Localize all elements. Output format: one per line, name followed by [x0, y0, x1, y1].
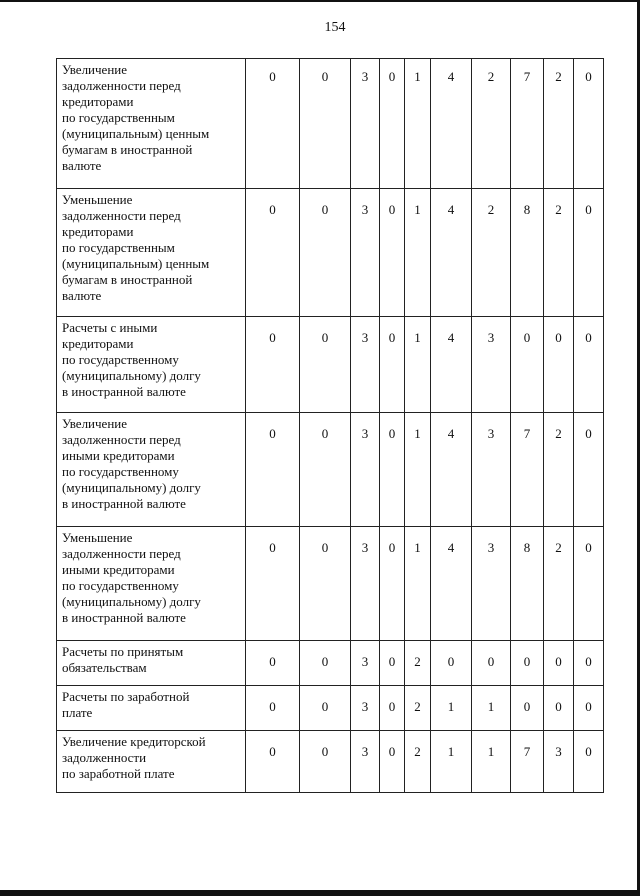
code-digit-cell: 1: [405, 59, 431, 189]
code-digit-cell: 0: [300, 189, 351, 317]
code-digit-cell: 0: [511, 317, 544, 413]
code-digit-cell: 0: [574, 413, 604, 527]
row-label-line: в иностранной валюте: [62, 610, 186, 625]
row-label-line: по государственным: [62, 110, 175, 125]
row-label-line: задолженности перед: [62, 208, 181, 223]
code-digit-cell: 1: [405, 189, 431, 317]
code-digit-cell: 0: [246, 731, 300, 793]
code-digit-cell: 2: [544, 413, 574, 527]
code-digit-cell: 0: [511, 686, 544, 731]
code-digit-cell: 7: [511, 731, 544, 793]
code-digit-cell: 2: [472, 59, 511, 189]
code-digit-cell: 3: [351, 189, 380, 317]
row-label-line: по заработной плате: [62, 766, 175, 781]
row-label-line: Расчеты по принятым: [62, 644, 184, 659]
scan-edge-bottom: [0, 890, 640, 896]
code-digit-cell: 0: [246, 641, 300, 686]
table-row: [57, 189, 604, 317]
row-label-line: валюте: [62, 288, 102, 303]
code-digit-cell: 3: [351, 59, 380, 189]
code-digit-cell: 2: [405, 731, 431, 793]
table-row: [57, 641, 604, 686]
code-digit-cell: 0: [300, 59, 351, 189]
row-label-line: по государственному: [62, 578, 179, 593]
code-digit-cell: 2: [544, 527, 574, 641]
code-digit-cell: 2: [405, 641, 431, 686]
row-label: [57, 641, 246, 686]
code-digit-cell: 0: [574, 641, 604, 686]
code-digit-cell: 4: [431, 527, 472, 641]
code-digit-cell: 4: [431, 413, 472, 527]
row-label: [57, 527, 246, 641]
row-label-line: в иностранной валюте: [62, 384, 186, 399]
code-digit-cell: 0: [380, 413, 405, 527]
row-label-line: задолженности перед: [62, 546, 181, 561]
code-digit-cell: 0: [544, 317, 574, 413]
code-digit-cell: 3: [351, 317, 380, 413]
code-digit-cell: 3: [472, 527, 511, 641]
code-digit-cell: 7: [511, 59, 544, 189]
code-digit-cell: 0: [380, 641, 405, 686]
code-digit-cell: 0: [574, 731, 604, 793]
code-digit-cell: 3: [472, 413, 511, 527]
table-row: [57, 317, 604, 413]
code-digit-cell: 0: [300, 641, 351, 686]
code-digit-cell: 4: [431, 189, 472, 317]
row-label-line: Уменьшение: [62, 192, 133, 207]
code-digit-cell: 1: [472, 731, 511, 793]
code-digit-cell: 0: [574, 189, 604, 317]
row-label-line: обязательствам: [62, 660, 147, 675]
code-digit-cell: 4: [431, 317, 472, 413]
row-label-line: задолженности: [62, 750, 147, 765]
code-digit-cell: 0: [300, 686, 351, 731]
row-label-line: кредиторами: [62, 94, 134, 109]
code-digit-cell: 0: [300, 317, 351, 413]
code-digit-cell: 0: [246, 189, 300, 317]
code-digit-cell: 0: [246, 527, 300, 641]
code-digit-cell: 0: [574, 527, 604, 641]
code-digit-cell: 3: [351, 527, 380, 641]
code-digit-cell: 0: [246, 59, 300, 189]
row-label-line: по государственным: [62, 240, 175, 255]
row-label-line: (муниципальным) ценным: [62, 256, 210, 271]
row-label-line: кредиторами: [62, 336, 134, 351]
row-label-line: валюте: [62, 158, 102, 173]
code-digit-cell: 1: [405, 413, 431, 527]
row-label-line: (муниципальному) долгу: [62, 594, 201, 609]
row-label-line: (муниципальным) ценным: [62, 126, 210, 141]
table-body: [57, 59, 604, 793]
code-digit-cell: 0: [574, 59, 604, 189]
row-label: [57, 317, 246, 413]
row-label-line: иными кредиторами: [62, 562, 175, 577]
code-digit-cell: 0: [511, 641, 544, 686]
code-digit-cell: 4: [431, 59, 472, 189]
code-digit-cell: 0: [300, 527, 351, 641]
code-digit-cell: 3: [351, 641, 380, 686]
row-label-line: в иностранной валюте: [62, 496, 186, 511]
row-label-line: бумагам в иностранной: [62, 272, 193, 287]
row-label-line: Увеличение кредиторской: [62, 734, 206, 749]
row-label-line: бумагам в иностранной: [62, 142, 193, 157]
code-digit-cell: 0: [574, 317, 604, 413]
table-row: [57, 413, 604, 527]
code-digit-cell: 0: [380, 317, 405, 413]
table-row: [57, 527, 604, 641]
account-code-table: [56, 58, 604, 793]
code-digit-cell: 0: [300, 731, 351, 793]
code-digit-cell: 1: [405, 317, 431, 413]
row-label-line: Расчеты с иными: [62, 320, 158, 335]
row-label: [57, 686, 246, 731]
page-number: 154: [324, 20, 346, 35]
code-digit-cell: 2: [544, 59, 574, 189]
row-label-line: по государственному: [62, 464, 179, 479]
row-label: [57, 731, 246, 793]
code-digit-cell: 0: [544, 686, 574, 731]
code-digit-cell: 0: [544, 641, 574, 686]
code-digit-cell: 3: [351, 413, 380, 527]
row-label-line: Уменьшение: [62, 530, 133, 545]
row-label-line: Расчеты по заработной: [62, 689, 190, 704]
code-digit-cell: 3: [351, 731, 380, 793]
table-row: [57, 59, 604, 189]
row-label-line: задолженности перед: [62, 432, 181, 447]
row-label-line: задолженности перед: [62, 78, 181, 93]
code-digit-cell: 2: [472, 189, 511, 317]
code-digit-cell: 1: [405, 527, 431, 641]
scan-edge-top: [0, 0, 640, 2]
code-digit-cell: 1: [431, 731, 472, 793]
row-label-line: Увеличение: [62, 62, 128, 77]
code-digit-cell: 3: [472, 317, 511, 413]
code-digit-cell: 7: [511, 413, 544, 527]
row-label-line: (муниципальному) долгу: [62, 368, 201, 383]
code-digit-cell: 0: [472, 641, 511, 686]
code-digit-cell: 0: [380, 731, 405, 793]
code-digit-cell: 0: [380, 189, 405, 317]
code-digit-cell: 3: [544, 731, 574, 793]
row-label-line: по государственному: [62, 352, 179, 367]
code-digit-cell: 0: [246, 317, 300, 413]
row-label-line: кредиторами: [62, 224, 134, 239]
code-digit-cell: 0: [246, 686, 300, 731]
row-label-line: плате: [62, 705, 93, 720]
code-digit-cell: 3: [351, 686, 380, 731]
code-digit-cell: 1: [431, 686, 472, 731]
code-digit-cell: 0: [246, 413, 300, 527]
row-label-line: Увеличение: [62, 416, 128, 431]
row-label: [57, 189, 246, 317]
row-label-line: иными кредиторами: [62, 448, 175, 463]
code-digit-cell: 0: [431, 641, 472, 686]
code-digit-cell: 8: [511, 189, 544, 317]
code-digit-cell: 8: [511, 527, 544, 641]
row-label: [57, 59, 246, 189]
code-digit-cell: 0: [380, 527, 405, 641]
table-row: [57, 686, 604, 731]
row-label-line: (муниципальному) долгу: [62, 480, 201, 495]
code-digit-cell: 1: [472, 686, 511, 731]
table-row: [57, 731, 604, 793]
code-digit-cell: 0: [380, 686, 405, 731]
code-digit-cell: 0: [380, 59, 405, 189]
code-digit-cell: 0: [300, 413, 351, 527]
code-digit-cell: 2: [405, 686, 431, 731]
code-digit-cell: 0: [574, 686, 604, 731]
row-label: [57, 413, 246, 527]
code-digit-cell: 2: [544, 189, 574, 317]
